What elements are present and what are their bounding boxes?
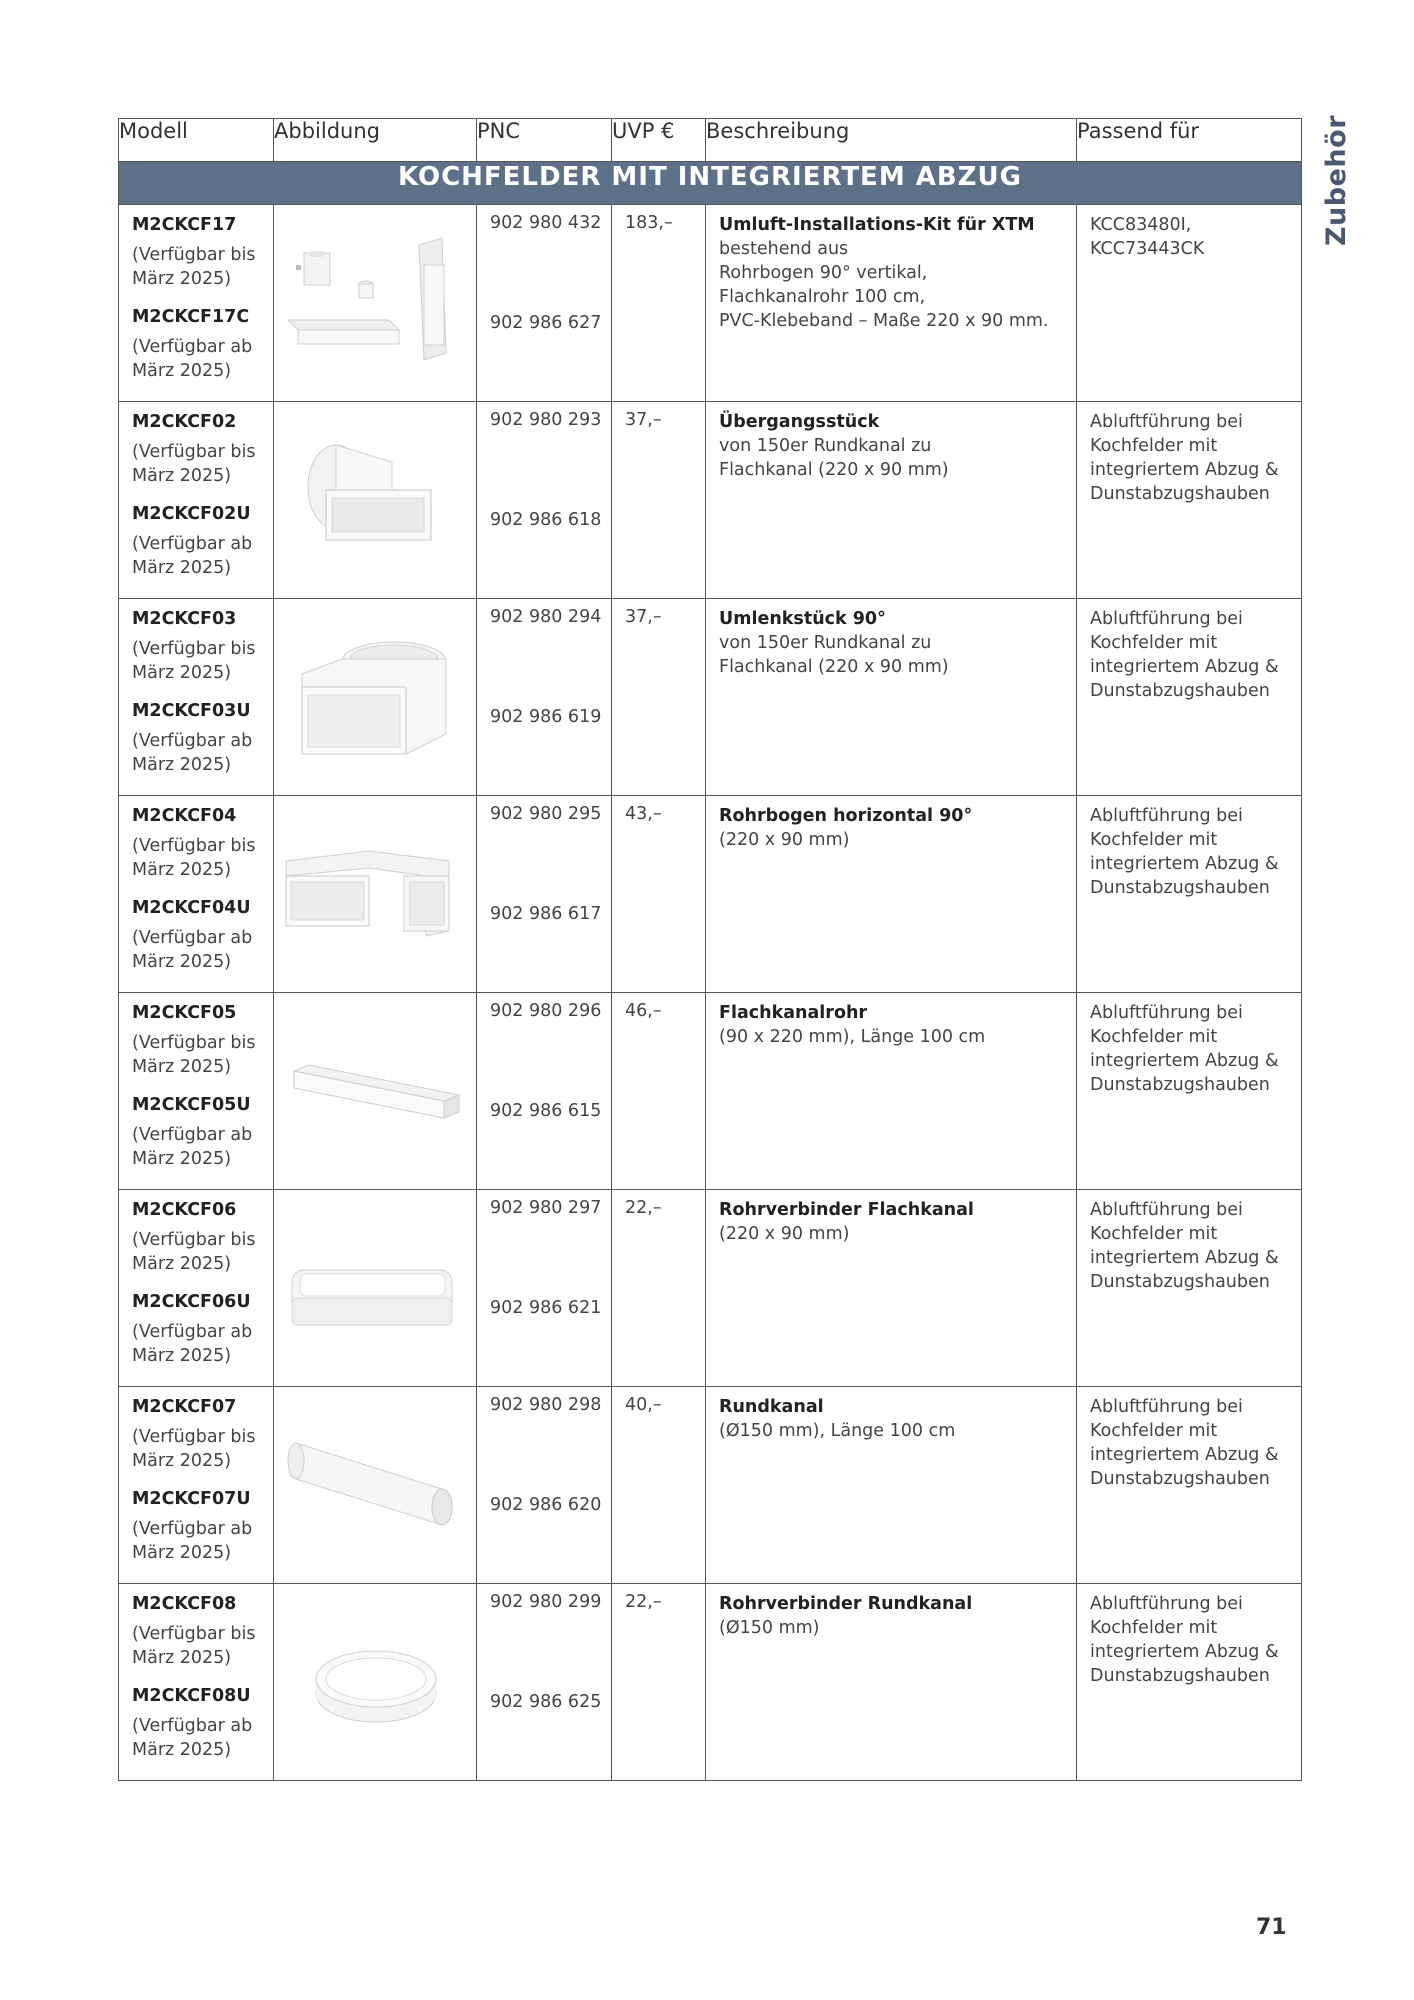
description-title: Rundkanal [719,1397,824,1417]
availability-note: (Verfügbar bis März 2025) [132,1230,256,1274]
page-number: 71 [1256,1915,1287,1940]
pnc-number: 902 980 293 [490,410,602,430]
price: 43,– [625,804,662,824]
price-cell [612,993,706,1190]
availability-note-alt: (Verfügbar ab März 2025) [132,1519,253,1563]
fits-line: Kochfelder mit [1090,633,1218,653]
description-cell [706,993,1077,1190]
model-cell [119,993,274,1190]
availability-note-alt: (Verfügbar ab März 2025) [132,1322,253,1366]
description-line: von 150er Rundkanal zu [719,633,932,653]
fits-line: Kochfelder mit [1090,436,1218,456]
table-row [119,1190,1302,1387]
model-number: M2CKCF02 [132,412,237,432]
description-line: (90 x 220 mm), Länge 100 cm [719,1027,986,1047]
table-row [119,1584,1302,1781]
fits-line: KCC83480I, [1090,215,1192,235]
availability-note: (Verfügbar bis März 2025) [132,442,256,486]
pnc-cell [477,993,612,1190]
price: 183,– [625,213,673,233]
pnc-cell [477,1387,612,1584]
description-line: (220 x 90 mm) [719,830,850,850]
price: 46,– [625,1001,662,1021]
description-cell [706,1190,1077,1387]
price: 22,– [625,1198,662,1218]
availability-note-alt: (Verfügbar ab März 2025) [132,1716,253,1760]
description-cell [706,599,1077,796]
description-line: von 150er Rundkanal zu [719,436,932,456]
description-title: Umlenkstück 90° [719,609,886,629]
fits-cell [1077,1584,1302,1781]
availability-note: (Verfügbar bis März 2025) [132,639,256,683]
price-cell [612,796,706,993]
description-line: (Ø150 mm), Länge 100 cm [719,1421,956,1441]
description-line: (220 x 90 mm) [719,1224,850,1244]
pnc-number-alt: 902 986 617 [490,904,602,924]
description-cell [706,402,1077,599]
price-cell [612,1584,706,1781]
description-title: Umluft-Installations-Kit für XTM [719,215,1035,235]
pnc-number-alt: 902 986 621 [490,1298,602,1318]
pnc-number-alt: 902 986 627 [490,313,602,333]
image-cell [274,205,477,402]
fits-line: Abluftführung bei [1090,609,1243,629]
header-fits: Passend für [1077,119,1302,162]
transition-piece-image [274,402,477,598]
pnc-number-alt: 902 986 620 [490,1495,602,1515]
table-row [119,599,1302,796]
model-cell [119,1387,274,1584]
model-number: M2CKCF03 [132,609,237,629]
pnc-number-alt: 902 986 618 [490,510,602,530]
image-cell [274,402,477,599]
fits-line: Dunstabzugshauben [1090,484,1270,504]
table-header-row [119,119,1302,162]
description-cell [706,1387,1077,1584]
model-cell [119,599,274,796]
availability-note-alt: (Verfügbar ab März 2025) [132,1125,253,1169]
header-model: Modell [119,119,274,162]
price: 22,– [625,1592,662,1612]
availability-note-alt: (Verfügbar ab März 2025) [132,534,253,578]
model-number-alt: M2CKCF08U [132,1686,251,1706]
price-cell [612,402,706,599]
price-cell [612,599,706,796]
fits-line: integriertem Abzug & [1090,1445,1279,1465]
description-line: Rohrbogen 90° vertikal, [719,263,928,283]
price: 37,– [625,607,662,627]
fits-line: Kochfelder mit [1090,1224,1218,1244]
availability-note: (Verfügbar bis März 2025) [132,1427,256,1471]
model-cell [119,1584,274,1781]
description-line: bestehend aus [719,239,849,259]
image-cell [274,1387,477,1584]
description-title: Flachkanalrohr [719,1003,868,1023]
model-number: M2CKCF05 [132,1003,237,1023]
model-number-alt: M2CKCF05U [132,1095,251,1115]
fits-line: Kochfelder mit [1090,1618,1218,1638]
model-number: M2CKCF04 [132,806,237,826]
pnc-cell [477,796,612,993]
fits-cell [1077,1190,1302,1387]
availability-note-alt: (Verfügbar ab März 2025) [132,337,253,381]
model-number-alt: M2CKCF04U [132,898,251,918]
pnc-number-alt: 902 986 625 [490,1692,602,1712]
fits-line: KCC73443CK [1090,239,1205,259]
fits-line: Dunstabzugshauben [1090,681,1270,701]
side-section-label-text: Zubehör [1321,114,1353,246]
table-row [119,205,1302,402]
pnc-cell [477,402,612,599]
price: 37,– [625,410,662,430]
pnc-number: 902 980 299 [490,1592,602,1612]
fits-line: integriertem Abzug & [1090,1248,1279,1268]
availability-note: (Verfügbar bis März 2025) [132,1624,256,1668]
price-cell [612,1387,706,1584]
pnc-number-alt: 902 986 615 [490,1101,602,1121]
pnc-cell [477,1584,612,1781]
header-price: UVP € [612,119,706,162]
fits-line: integriertem Abzug & [1090,1642,1279,1662]
fits-line: Dunstabzugshauben [1090,1469,1270,1489]
fits-line: Kochfelder mit [1090,1027,1218,1047]
fits-line: Dunstabzugshauben [1090,1666,1270,1686]
pnc-number: 902 980 294 [490,607,602,627]
section-title: KOCHFELDER MIT INTEGRIERTEM ABZUG [119,162,1302,205]
fits-cell [1077,402,1302,599]
header-description: Beschreibung [706,119,1077,162]
pnc-number: 902 980 432 [490,213,602,233]
section-header-row [119,162,1302,205]
fits-line: integriertem Abzug & [1090,657,1279,677]
price: 40,– [625,1395,662,1415]
fits-line: integriertem Abzug & [1090,854,1279,874]
round-connector-image [274,1584,477,1780]
price-cell [612,1190,706,1387]
model-cell [119,402,274,599]
fits-line: Abluftführung bei [1090,1594,1243,1614]
fits-line: Kochfelder mit [1090,830,1218,850]
fits-line: integriertem Abzug & [1090,1051,1279,1071]
model-number: M2CKCF07 [132,1397,237,1417]
availability-note: (Verfügbar bis März 2025) [132,836,256,880]
fits-cell [1077,1387,1302,1584]
description-title: Übergangsstück [719,412,880,432]
pnc-number: 902 980 298 [490,1395,602,1415]
pnc-number: 902 980 295 [490,804,602,824]
header-image: Abbildung [274,119,477,162]
flat-duct-image [274,993,477,1189]
image-cell [274,1584,477,1781]
fits-cell [1077,205,1302,402]
model-cell [119,796,274,993]
image-cell [274,599,477,796]
pnc-cell [477,599,612,796]
fits-line: Abluftführung bei [1090,1003,1243,1023]
table-row [119,993,1302,1190]
pnc-number: 902 980 297 [490,1198,602,1218]
description-title: Rohrbogen horizontal 90° [719,806,973,826]
fits-line: integriertem Abzug & [1090,460,1279,480]
description-line: PVC-Klebeband – Maße 220 x 90 mm. [719,311,1049,331]
fits-line: Dunstabzugshauben [1090,878,1270,898]
fits-cell [1077,796,1302,993]
header-pnc: PNC [477,119,612,162]
fits-line: Abluftführung bei [1090,806,1243,826]
pnc-cell [477,205,612,402]
model-cell [119,1190,274,1387]
fits-line: Kochfelder mit [1090,1421,1218,1441]
availability-note-alt: (Verfügbar ab März 2025) [132,928,253,972]
price-cell [612,205,706,402]
table-row [119,1387,1302,1584]
pnc-number-alt: 902 986 619 [490,707,602,727]
description-cell [706,796,1077,993]
description-line: (Ø150 mm) [719,1618,820,1638]
description-cell [706,205,1077,402]
image-cell [274,796,477,993]
fits-line: Abluftführung bei [1090,1397,1243,1417]
round-duct-image [274,1387,477,1583]
availability-note-alt: (Verfügbar ab März 2025) [132,731,253,775]
installation-kit-image [274,205,477,401]
fits-cell [1077,599,1302,796]
description-title: Rohrverbinder Flachkanal [719,1200,974,1220]
model-number-alt: M2CKCF17C [132,307,250,327]
fits-line: Dunstabzugshauben [1090,1272,1270,1292]
elbow-90-image [274,599,477,795]
model-number: M2CKCF08 [132,1594,237,1614]
table-row [119,402,1302,599]
horizontal-bend-image [274,796,477,992]
description-line: Flachkanal (220 x 90 mm) [719,657,949,677]
model-number-alt: M2CKCF02U [132,504,251,524]
model-number: M2CKCF06 [132,1200,237,1220]
fits-line: Abluftführung bei [1090,1200,1243,1220]
model-number: M2CKCF17 [132,215,237,235]
fits-cell [1077,993,1302,1190]
description-cell [706,1584,1077,1781]
image-cell [274,1190,477,1387]
description-line: Flachkanalrohr 100 cm, [719,287,926,307]
side-section-label [1312,115,1362,245]
fits-line: Abluftführung bei [1090,412,1243,432]
model-number-alt: M2CKCF03U [132,701,251,721]
description-line: Flachkanal (220 x 90 mm) [719,460,949,480]
description-title: Rohrverbinder Rundkanal [719,1594,973,1614]
flat-connector-image [274,1190,477,1386]
pnc-number: 902 980 296 [490,1001,602,1021]
model-number-alt: M2CKCF06U [132,1292,251,1312]
pnc-cell [477,1190,612,1387]
model-number-alt: M2CKCF07U [132,1489,251,1509]
availability-note: (Verfügbar bis März 2025) [132,1033,256,1077]
table-row [119,796,1302,993]
model-cell [119,205,274,402]
fits-line: Dunstabzugshauben [1090,1075,1270,1095]
image-cell [274,993,477,1190]
availability-note: (Verfügbar bis März 2025) [132,245,256,289]
accessories-table [118,118,1302,1781]
